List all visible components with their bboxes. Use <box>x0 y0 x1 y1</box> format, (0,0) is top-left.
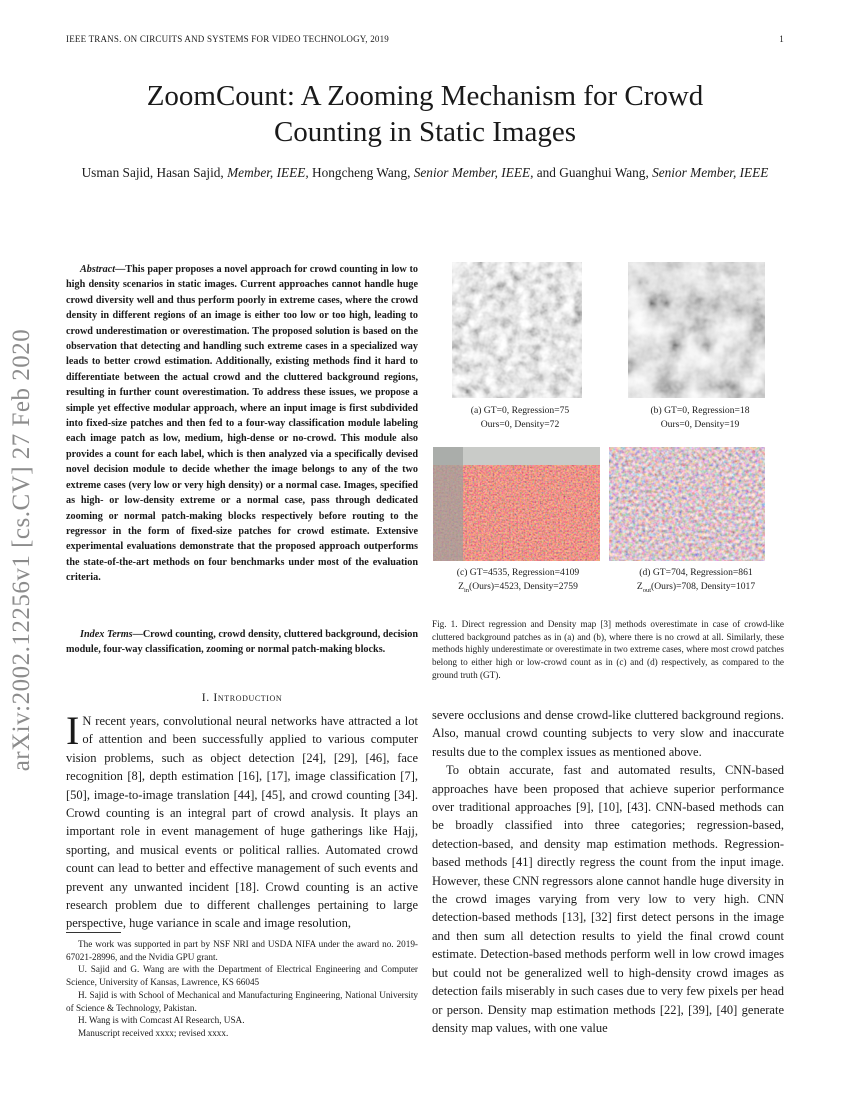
footnote-affiliation-1: U. Sajid and G. Wang are with the Department of Electrical Engineering and Computer Science, University of Kansas, Lawrence, KS 66045 <box>66 964 418 988</box>
abstract: Abstract—This paper proposes a novel approach for crowd counting in low to high density scenarios in static images. Current approaches cannot handle huge crowd diversity well and thus perform poorly in extreme cases, where the crowd density in different regions of an image is either too low or too high, leading to crowd underestimation or overestimation. The proposed solution is based on the observation that detecting and handling such extreme cases in a specialized way leads to better crowd estimation. Additionally, existing methods find it hard to differentiate between the actual crowd and the cluttered background regions, resulting in further count overestimation. To address these issues, we propose a simple yet effective modular approach, where an input image is first subdivided into fixed-size patches and then fed to a four-way classification module labeling each image patch as low, medium, high-dense or no-crowd. This module also provides a count for each label, which is then analyzed via a specifically devised novel decision module to decide whether the image belongs to any of the two extreme cases (very low or very high density) or a normal case. Images, specified as high- or low-density extreme or a normal case, pass through dedicated zooming or normal patch-making blocks respectively before routing to the regressor in the form of fixed-size patches for crowd estimate. Extensive experimental evaluations demonstrate that the proposed approach outperforms the state-of-the-art methods on four benchmarks under most of the evaluation criteria. <box>66 264 418 584</box>
figure-image-b <box>628 262 765 398</box>
subcaption-c: (c) GT=4535, Regression=4109 $Z_{in}(Ours)=4523$, Density=2759 <box>456 567 580 595</box>
subcaption-b: (b) GT=0, Regression=18 Ours=0, Density=19 <box>650 405 750 431</box>
footnote-funding: The work was supported in part by NSF NRI and USDA NIFA under the award no. 2019-67021-28996, and the Nvidia GPU grant. <box>66 939 418 962</box>
footnote-affiliation-3: H. Wang is with Comcast AI Research, USA. <box>78 1015 245 1026</box>
subcaption-a: (a) GT=0, Regression=75 Ours=0, Density=72 <box>470 405 570 431</box>
section-heading: I. Introduction <box>201 690 283 704</box>
author-list: Usman Sajid, Hasan Sajid, Member, IEEE, Hongcheng Wang, Senior Member, IEEE, and Guanghui Wang, Senior Member, IEEE <box>81 165 769 180</box>
right-column-text <box>432 706 784 1037</box>
footnote-manuscript: Manuscript received xxxx; revised xxxx. <box>78 1027 229 1038</box>
index-terms: Index Terms—Crowd counting, crowd density, cluttered background, decision module, four-way classification, zooming or normal patch-making blocks. <box>66 629 418 655</box>
footnote-affiliation-2: H. Sajid is with School of Mechanical and Manufacturing Engineering, National University of Science & Technology, Pakistan. <box>66 989 418 1013</box>
figure-image-d <box>609 447 765 561</box>
running-header: IEEE TRANS. ON CIRCUITS AND SYSTEMS FOR VIDEO TECHNOLOGY, 2019 <box>66 34 390 44</box>
footnotes <box>66 938 418 1040</box>
figure-image-c <box>433 447 600 561</box>
paper-title: ZoomCount: A Zooming Mechanism for Crowd Counting in Static Images <box>146 80 704 148</box>
arxiv-stamp: arXiv:2002.12256v1 [cs.CV] 27 Feb 2020 <box>8 328 35 772</box>
footnote-rule <box>66 932 121 933</box>
drop-cap: I <box>66 708 80 753</box>
figure-caption: Fig. 1. Direct regression and Density map [3] methods overestimate in case of crowd-like cluttered background patches as in (a) and (b), where there is no crowd at all. Similarly, these methods highly underestimate or overestimate in two extreme cases, where most crowd patches belong to either high or low-crowd count as in (c) and (d) respectively, as compared to the ground truth (GT). <box>432 619 784 680</box>
intro-paragraph: I N recent years, convolutional neural networks have attracted a lot of attention and been successfully applied to various computer vision problems, such as object detection [24], [29], [46], face recognition [8], depth estimation [16], [17], image classification [7], [50], image-to-image translation [44], [45], and crowd counting [34]. Crowd counting is an integral part of crowd analysis. It plays an important role in event management of huge gatherings like Hajj, sporting, and musical events or political rallies. Automated crowd count can lead to better and effective management of such events and prevent any unwanted incident [18]. Crowd counting is an active research problem due to different challenges pertaining to large perspective, huge variance in scale and image resolution, <box>66 708 418 931</box>
page-number: 1 <box>779 34 784 44</box>
subcaption-d: (d) GT=704, Regression=861 $Z_{out}(Ours)=708$, Density=1017 <box>636 567 756 595</box>
figure-image-a <box>452 262 582 398</box>
paragraph: severe occlusions and dense crowd-like cluttered background regions. Also, manual crowd counting subjects to very slow and inaccurate results due to the complex issues as mentioned above. <box>432 708 784 759</box>
paragraph: To obtain accurate, fast and automated results, CNN-based approaches have been proposed that achieve superior performance over traditional approaches [9], [10], [43]. CNN-based methods can be broadly classified into three categories; regression-based, detection-based, and density map estimation methods. Regression-based methods [41] directly regress the count from the input image. However, these CNN regressors alone cannot handle huge diversity in the crowd images varying from very low to very high. CNN detection-based methods [13], [32] first detect persons in the image and then sum all detection results to yield the final crowd count estimate. Detection-based methods perform well in low crowd images but could not be generalized well to high-density crowd images as detection fails miserably in such cases due to very few pixels per head or person. Density map estimation methods [22], [39], [40] generate density map values, with one value <box>432 763 784 1035</box>
